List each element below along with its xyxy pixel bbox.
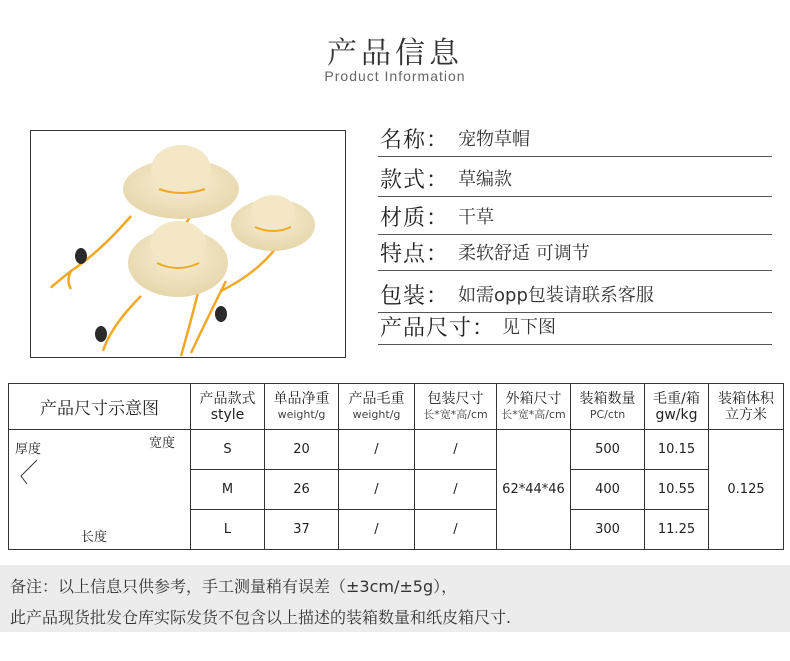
- spec-material-row: [378, 198, 772, 235]
- spec-size-row: [378, 308, 772, 345]
- page-title: 产品信息: [327, 36, 463, 71]
- cell-carton-size: 62*44*46: [497, 430, 571, 550]
- spec-value: 见下图: [502, 317, 556, 338]
- cell-style: S: [191, 430, 265, 470]
- spec-label: 名称：: [380, 128, 450, 153]
- cell-style: M: [191, 470, 265, 510]
- spec-name-row: [378, 120, 772, 157]
- length-label: 长度: [81, 530, 108, 545]
- diagram-title: 产品尺寸示意图: [9, 384, 191, 430]
- straw-hats-image: [31, 131, 345, 357]
- cell-net: 20: [265, 430, 339, 470]
- spec-value: 宠物草帽: [458, 129, 530, 150]
- table-row: [9, 430, 784, 470]
- cell-gross: /: [339, 470, 415, 510]
- header-qty: 装箱数量 PC/ctn: [571, 384, 645, 430]
- header-gw: 毛重/箱 gw/kg: [645, 384, 709, 430]
- cell-style: L: [191, 510, 265, 550]
- cell-gw: 10.15: [645, 430, 709, 470]
- diagram-angle-icon: [17, 458, 41, 486]
- header-volume: 装箱体积 立方米: [709, 384, 784, 430]
- cell-pack: /: [415, 430, 497, 470]
- spec-value: 干草: [458, 207, 494, 228]
- spec-value: 柔软舒适 可调节: [458, 243, 590, 264]
- cell-volume: 0.125: [709, 430, 784, 550]
- header-gross-weight: 产品毛重 weight/g: [339, 384, 415, 430]
- note-line: 备注：以上信息只供参考，手工测量稍有误差（±3cm/±5g），: [10, 577, 458, 596]
- spec-feature-row: [378, 234, 772, 271]
- spec-label: 款式：: [380, 168, 450, 193]
- cell-qty: 400: [571, 470, 645, 510]
- cell-qty: 500: [571, 430, 645, 470]
- spec-label: 产品尺寸：: [380, 316, 496, 341]
- spec-value: 草编款: [458, 169, 512, 190]
- product-photo: [30, 130, 346, 358]
- spec-label: 特点：: [380, 242, 450, 267]
- notes-panel: [0, 565, 790, 632]
- size-table: [8, 383, 784, 550]
- cell-qty: 300: [571, 510, 645, 550]
- header-style: 产品款式 style: [191, 384, 265, 430]
- width-label: 宽度: [149, 436, 176, 451]
- header-net-weight: 单品净重 weight/g: [265, 384, 339, 430]
- cell-net: 26: [265, 470, 339, 510]
- thickness-label: 厚度: [15, 442, 42, 457]
- page-subtitle: Product Information: [324, 68, 466, 84]
- header-pack-size: 包装尺寸 长*宽*高/cm: [415, 384, 497, 430]
- cell-gross: /: [339, 430, 415, 470]
- table-header-row: [9, 384, 784, 430]
- spec-value: 如需opp包装请联系客服: [458, 285, 654, 306]
- cell-gw: 11.25: [645, 510, 709, 550]
- cell-pack: /: [415, 470, 497, 510]
- note-line: 此产品现货批发仓库实际发货不包含以上描述的装箱数量和纸皮箱尺寸.: [10, 608, 512, 627]
- cell-pack: /: [415, 510, 497, 550]
- spec-label: 包装：: [380, 284, 450, 309]
- spec-style-row: [378, 160, 772, 197]
- cell-gw: 10.55: [645, 470, 709, 510]
- cell-net: 37: [265, 510, 339, 550]
- spec-label: 材质：: [380, 206, 450, 231]
- size-diagram: [9, 430, 191, 550]
- cell-gross: /: [339, 510, 415, 550]
- header-carton-size: 外箱尺寸 长*宽*高/cm: [497, 384, 571, 430]
